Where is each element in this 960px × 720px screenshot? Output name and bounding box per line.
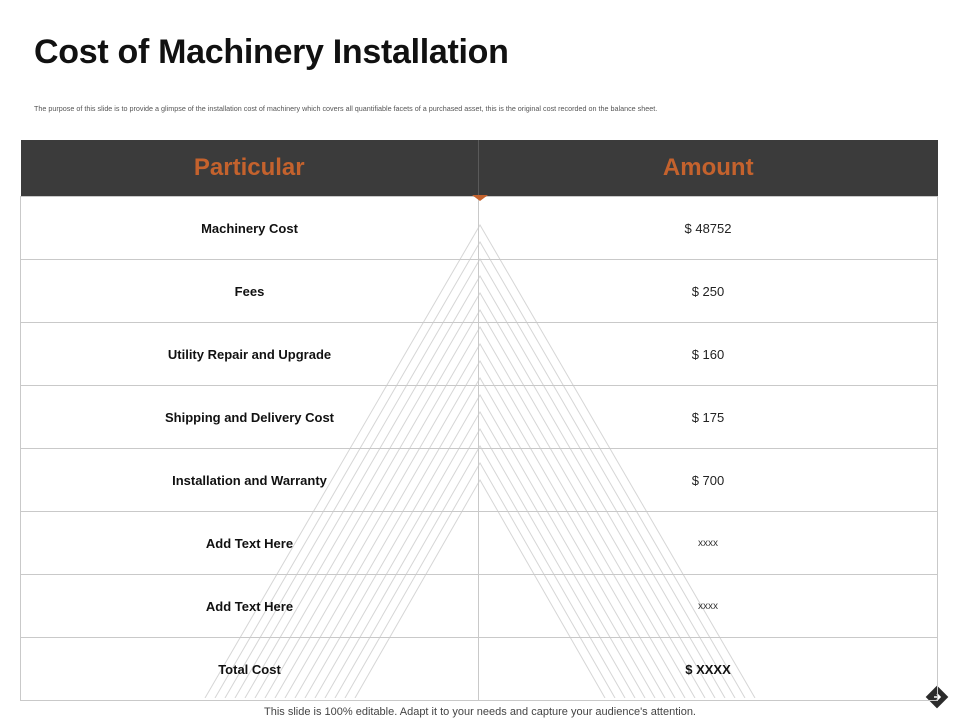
row-particular: Fees bbox=[21, 260, 479, 323]
table-header-row bbox=[21, 140, 938, 197]
table-row bbox=[21, 386, 938, 449]
row-particular: Installation and Warranty bbox=[21, 449, 479, 512]
slide-footer: This slide is 100% editable. Adapt it to your needs and capture your audience's attention. bbox=[264, 706, 696, 718]
row-particular: Utility Repair and Upgrade bbox=[21, 323, 479, 386]
row-amount: xxxx bbox=[479, 575, 938, 638]
row-particular: Shipping and Delivery Cost bbox=[21, 386, 479, 449]
row-amount: $ 160 bbox=[479, 323, 938, 386]
table-row bbox=[21, 260, 938, 323]
row-amount: xxxx bbox=[479, 512, 938, 575]
table-row bbox=[21, 449, 938, 512]
row-particular: Add Text Here bbox=[21, 512, 479, 575]
row-amount: $ 250 bbox=[479, 260, 938, 323]
cost-table-container bbox=[20, 140, 937, 698]
header-amount: Amount bbox=[479, 140, 938, 197]
row-particular: Add Text Here bbox=[21, 575, 479, 638]
row-amount: $ 48752 bbox=[479, 197, 938, 260]
row-particular: Machinery Cost bbox=[21, 197, 479, 260]
total-label: Total Cost bbox=[21, 638, 479, 701]
table-row bbox=[21, 575, 938, 638]
table-row bbox=[21, 197, 938, 260]
header-notch-marker bbox=[472, 195, 488, 201]
row-amount: $ 700 bbox=[479, 449, 938, 512]
header-particular: Particular bbox=[21, 140, 479, 197]
table-row bbox=[21, 512, 938, 575]
slide-title: Cost of Machinery Installation bbox=[34, 33, 509, 71]
table-row bbox=[21, 323, 938, 386]
cost-table bbox=[20, 140, 938, 701]
slide-subtitle: The purpose of this slide is to provide a glimpse of the installation cost of machinery which covers all quantifiable facets of a purchased asset, this is the original cost recorded on the balance sheet. bbox=[34, 104, 658, 113]
row-amount: $ 175 bbox=[479, 386, 938, 449]
table-row-total bbox=[21, 638, 938, 701]
total-amount: $ XXXX bbox=[479, 638, 938, 701]
